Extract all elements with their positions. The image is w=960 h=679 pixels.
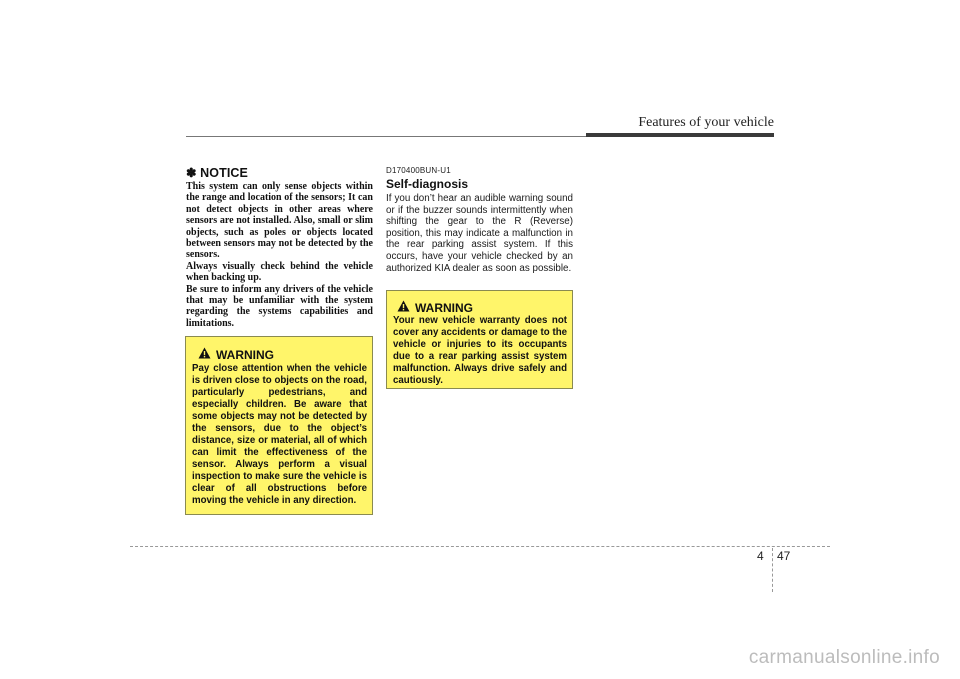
- footer-divider: [130, 546, 830, 547]
- self-diagnosis-text: If you don’t hear an audible warning sound or if the buzzer sounds intermittently when shifting the gear to the R (Reverse) position, this may indicate a malfunction in the rear parking assist system. If this occurs, have your vehicle checked by an authorized KIA dealer as soon as possible.: [386, 193, 573, 274]
- chapter-number: 4: [757, 549, 764, 563]
- header-rule-accent: [586, 133, 774, 137]
- notice-paragraph: This system can only sense objects within the range and location of the sensors; It can not detect objects in other areas where sensors are not installed. Also, small or slim objects, such as poles or objects located between sensors may not be detected by the sensors.: [186, 181, 373, 261]
- notice-body: [186, 181, 373, 329]
- warning-title: [397, 300, 473, 315]
- section-title: Features of your vehicle: [638, 115, 774, 130]
- section-code: D170400BUN-U1: [386, 166, 451, 175]
- warning-triangle-icon: [198, 347, 211, 362]
- warning-title-text: WARNING: [216, 347, 274, 362]
- page-number: 47: [777, 549, 791, 563]
- self-diagnosis-heading: Self-diagnosis: [386, 177, 469, 191]
- warning-box-right: [386, 290, 573, 389]
- warning-title-text: WARNING: [415, 300, 473, 315]
- notice-paragraph: Always visually check behind the vehicle when backing up.: [186, 260, 373, 284]
- page-number-divider: [772, 548, 773, 592]
- warning-box-left: [185, 336, 373, 515]
- notice-heading: ✽ NOTICE: [186, 166, 248, 180]
- watermark: carmanualsonline.info: [748, 647, 940, 668]
- warning-title: [198, 347, 274, 362]
- warning-triangle-icon: [397, 300, 410, 315]
- warning-text: Your new vehicle warranty does not cover any accidents or damage to the vehicle or injuries to its occupants due to a rear parking assist system malfunction. Always drive safely and cautiously.: [393, 315, 567, 386]
- notice-paragraph: Be sure to inform any drivers of the vehicle that may be unfamiliar with the system regarding the systems capabilities and limitations.: [186, 283, 373, 329]
- header-rule: [186, 136, 586, 137]
- warning-text: Pay close attention when the vehicle is driven close to objects on the road, particularly pedestrians, and especially children. Be aware that some objects may not be detected by the sensors, due to the object’s distance, size or material, all of which can limit the effectiveness of the sensor. Always perform a visual inspection to make sure the vehicle is clear of all obstructions before moving the vehicle in any direction.: [192, 363, 367, 506]
